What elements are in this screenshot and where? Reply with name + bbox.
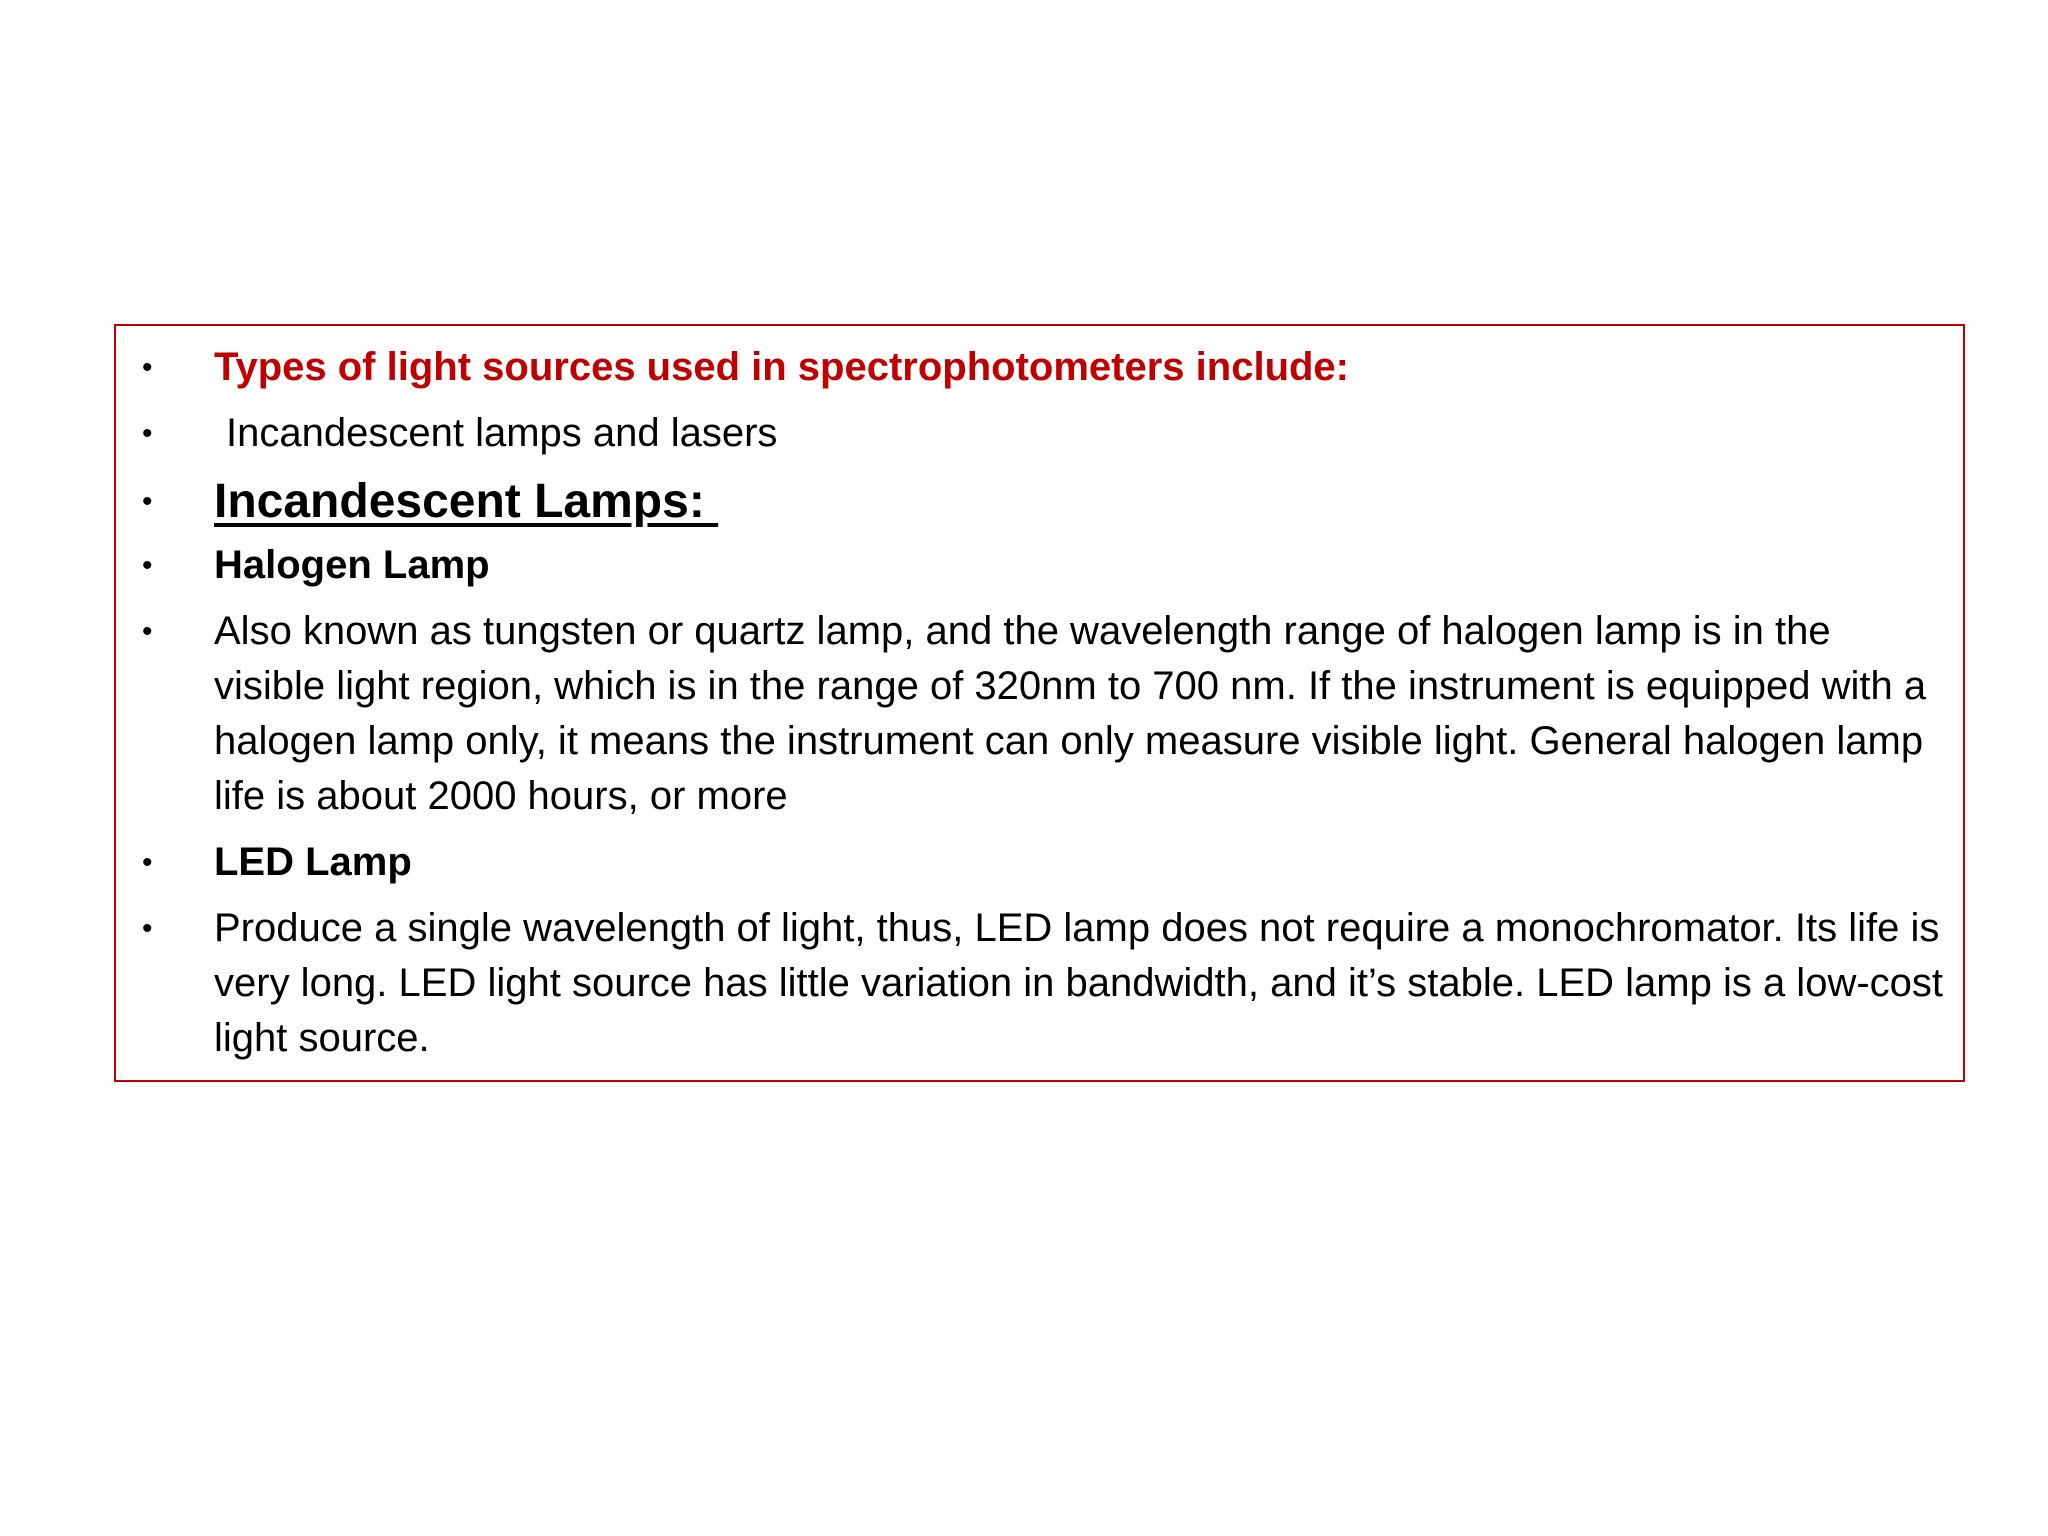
lamp-heading-led: LED Lamp [214,840,412,884]
subsection-heading: Incandescent Lamps: [214,475,719,528]
bullet-icon: • [142,351,153,384]
bullet-item-lamp-types [116,406,1963,461]
bullet-icon: • [142,912,153,945]
bullet-icon: • [142,417,153,450]
section-heading: Types of light sources used in spectrophotometers include: [214,345,1349,389]
halogen-description: Also known as tungsten or quartz lamp, and the wavelength range of halogen lamp is in the visible light region, which is in the range of 320nm to 700 nm. If the instrument is equipped with a halogen lamp only, it means the instrument can only measure visible light. General halogen lamp life is about 2000 hours, or more [214,609,1927,818]
bullet-list [116,340,1963,1077]
led-description: Produce a single wavelength of light, thus, LED lamp does not require a monochromator. Its life is very long. LED light source has little variation in bandwidth, and it’s stable. LED lamp is a low-cost light source. [214,906,1944,1060]
bullet-item-led-heading [116,835,1963,890]
bullet-item-led-description [116,901,1963,1066]
bullet-item-halogen-description [116,604,1963,824]
lamp-heading-halogen: Halogen Lamp [214,543,490,587]
bullet-icon: • [142,549,153,582]
bullet-icon: • [142,615,153,648]
bullet-text: Incandescent lamps and lasers [226,411,778,455]
bullet-icon: • [142,485,153,518]
bullet-item-light-source-types [116,340,1963,395]
bullet-icon: • [142,846,153,879]
bullet-item-incandescent-heading [116,472,1963,532]
content-box [114,324,1965,1082]
bullet-item-halogen-heading [116,538,1963,593]
